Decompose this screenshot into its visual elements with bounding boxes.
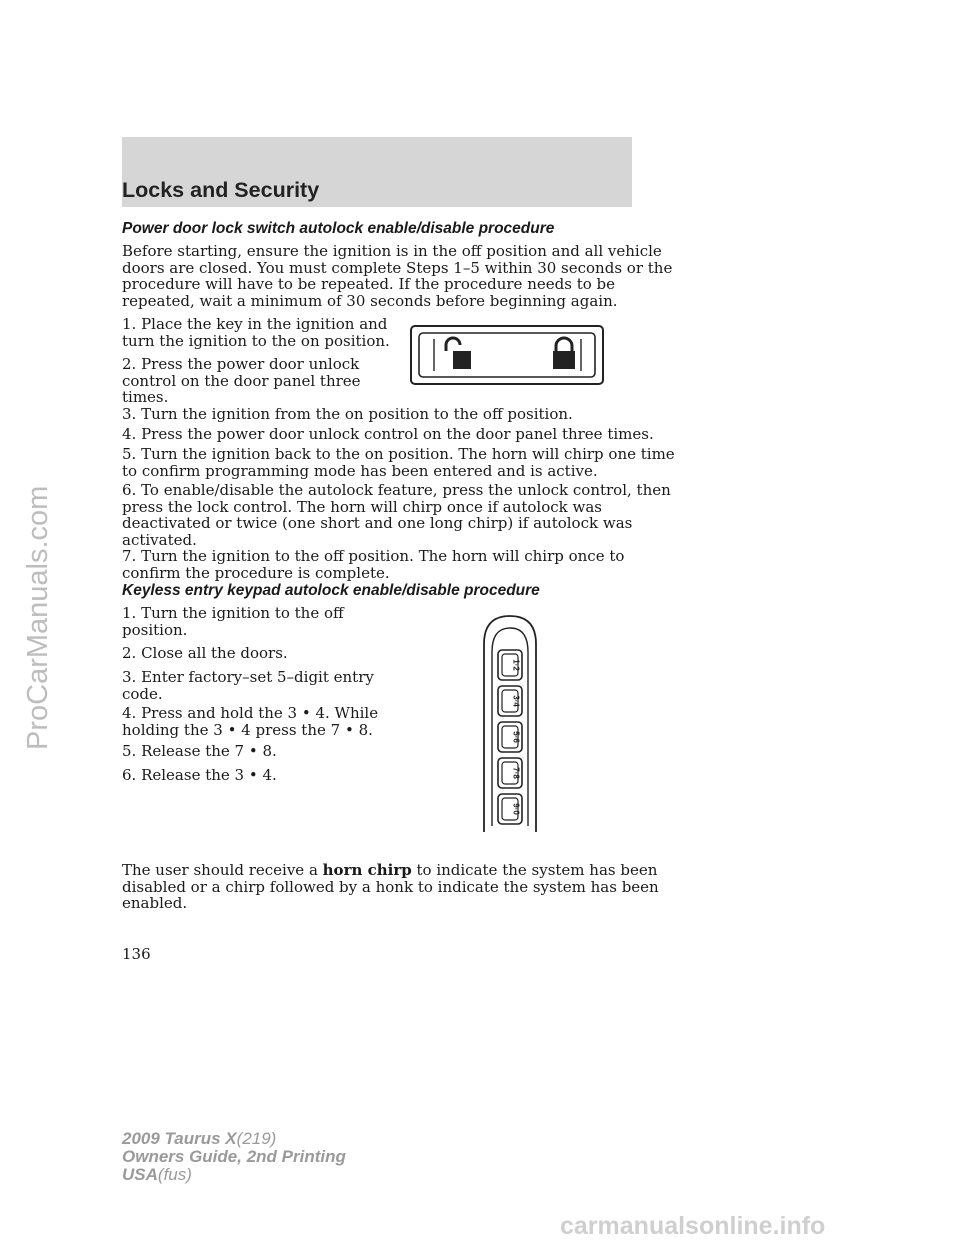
step-4: 4. Press the power door unlock control on the door panel three times. xyxy=(122,425,654,443)
step-7: 7. Turn the ignition to the off position. The horn will chirp once to confirm the procedure is complete. xyxy=(122,547,625,582)
keypad-button xyxy=(498,650,522,680)
side-watermark-text: ProCarManuals.com xyxy=(22,485,54,750)
keypad-button-label: 9·0 xyxy=(511,803,521,815)
keypad-step-1: 1. Turn the ignition to the off position. xyxy=(122,604,344,639)
keypad-button-label: 1·2 xyxy=(511,659,521,671)
closing-paragraph: The user should receive a horn chirp to indicate the system has been disabled or a chirp followed by a honk to indicate the system has been enabled. xyxy=(122,861,659,913)
page-number: 136 xyxy=(122,945,151,963)
keypad-step-4: 4. Press and hold the 3 • 4. While holding the 3 • 4 press the 7 • 8. xyxy=(122,704,379,739)
step-6: 6. To enable/disable the autolock feature, press the unlock control, then press the lock control. The horn will chirp once if autolock was deactivated or twice (one short and one long chirp) if autolock was activated. xyxy=(122,481,671,550)
keypad-illustration xyxy=(478,612,542,834)
keypad-button xyxy=(498,758,522,788)
keypad-button xyxy=(498,722,522,752)
keypad-step-6: 6. Release the 3 • 4. xyxy=(122,766,277,784)
keypad-button xyxy=(498,794,522,824)
keypad-button-label: 7·8 xyxy=(511,767,521,779)
step-5: 5. Turn the ignition back to the on position. The horn will chirp one time to confirm programming mode has been entered and is active. xyxy=(122,445,675,480)
intro-paragraph: Before starting, ensure the ignition is in the off position and all vehicle doors are closed. You must complete Steps 1–5 within 30 seconds or the procedure will have to be repeated. If the procedure needs to be repeated, wait a minimum of 30 seconds before beginning again. xyxy=(122,242,673,311)
keypad-step-3: 3. Enter factory–set 5–digit entry code. xyxy=(122,668,374,703)
side-watermark xyxy=(0,460,60,760)
keypad-button xyxy=(498,686,522,716)
print-footer: 2009 Taurus X(219) Owners Guide, 2nd Printing USA(fus) xyxy=(122,1129,346,1184)
step-1: 1. Place the key in the ignition and turn the ignition to the on position. xyxy=(122,315,390,350)
door-lock-switch-illustration xyxy=(410,325,604,385)
keypad-step-5: 5. Release the 7 • 8. xyxy=(122,742,277,760)
keypad-button-label: 5·6 xyxy=(511,731,521,743)
step-2: 2. Press the power door unlock control on the door panel three times. xyxy=(122,355,361,407)
heading-power-door-lock: Power door lock switch autolock enable/disable procedure xyxy=(122,220,555,237)
bottom-watermark-text: carmanualsonline.info xyxy=(560,1212,826,1240)
section-title: Locks and Security xyxy=(122,178,320,202)
step-3: 3. Turn the ignition from the on position to the off position. xyxy=(122,405,573,423)
heading-keypad-autolock: Keyless entry keypad autolock enable/disable procedure xyxy=(122,582,540,599)
keypad-step-2: 2. Close all the doors. xyxy=(122,644,288,662)
keypad-button-label: 3·4 xyxy=(511,695,521,707)
bottom-watermark xyxy=(560,1212,960,1246)
